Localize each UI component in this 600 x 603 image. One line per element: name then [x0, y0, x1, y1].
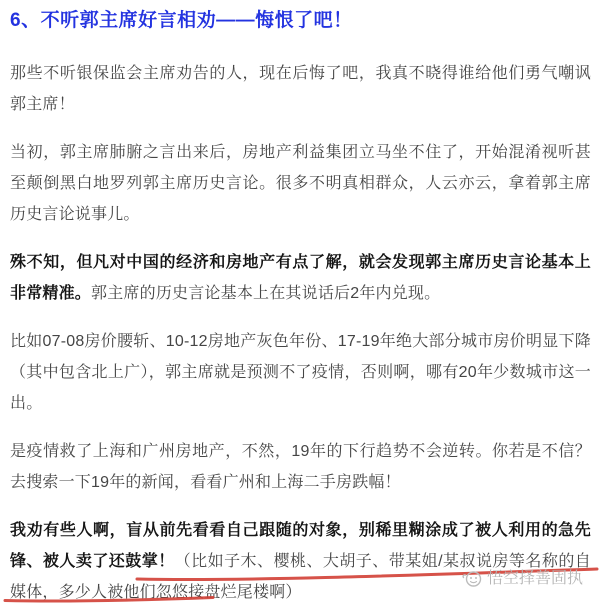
paragraph-5 [10, 436, 591, 498]
paragraph-4-text: 比如07-08房价腰斩、10-12房地产灰色年份、17-19年绝大部分城市房价明显下降（其中包含北上广），郭主席就是预测不了疫情，否则啊，哪有20年少数城市这一出。 [10, 333, 591, 412]
paragraph-2-text: 当初，郭主席肺腑之言出来后，房地产利益集团立马坐不住了，开始混淆视听甚至颠倒黑白地罗列郭主席历史言论。很多不明真相群众，人云亦云，拿着郭主席历史言论说事儿。 [10, 144, 591, 223]
paragraph-6-bold-text: 我劝有些人啊，盲从前先看看自己跟随的对象，别稀里糊涂成了被人利用的急先锋、被人卖了还鼓掌！ [10, 522, 591, 570]
article-title: 6、不听郭主席好言相劝——悔恨了吧！ [10, 10, 353, 31]
watermark [461, 569, 583, 589]
wukong-face-icon [461, 569, 483, 589]
paragraph-5-text: 是疫情救了上海和广州房地产，不然，19年的下行趋势不会逆转。你若是不信？去搜索一下19年的新闻，看看广州和上海二手房跌幅！ [10, 443, 591, 491]
paragraph-2 [10, 137, 591, 230]
paragraph-3-bold-text: 殊不知，但凡对中国的经济和房地产有点了解，就会发现郭主席历史言论基本上非常精准。 [10, 254, 591, 302]
paragraph-3-regular-text: 郭主席的历史言论基本上在其说话后2年内兑现。 [91, 285, 441, 302]
paragraph-6-regular-text: （比如子木、樱桃、大胡子、带某姐/某叔说房等名称的自媒体，多少人被他们忽悠接盘烂尾楼啊） [10, 553, 591, 601]
paragraph-6 [10, 515, 591, 603]
paragraph-4 [10, 326, 591, 419]
paragraph-1-text: 那些不听银保监会主席劝告的人，现在后悔了吧，我真不晓得谁给他们勇气嘲讽郭主席！ [10, 65, 591, 113]
watermark-text: 悟空择善固执 [487, 570, 584, 587]
paragraph-3 [10, 247, 591, 309]
paragraph-1 [10, 58, 591, 120]
